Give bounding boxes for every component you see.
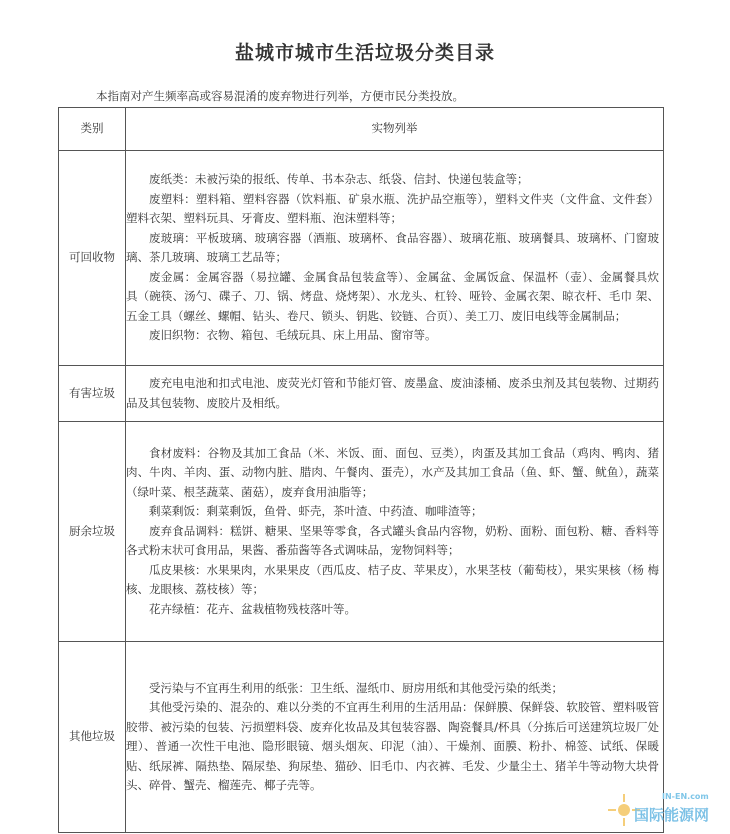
header-items: 实物列举: [126, 108, 664, 151]
table-row: [59, 151, 664, 366]
items-cell: [126, 151, 682, 366]
category-kitchen: 厨余垃圾: [59, 422, 126, 642]
item-paragraph: 废纸类：未被污染的报纸、传单、书本杂志、纸袋、信封、快递包装盒等；: [149, 172, 529, 187]
items-cell: [126, 422, 664, 642]
watermark-main: 国际能源网: [634, 806, 710, 824]
table-row: [59, 366, 664, 422]
item-paragraph: 瓜皮果核：水果果肉，水果果皮（西瓜皮、桔子皮、苹果皮），水果茎枝（葡萄枝），果实果核（杨 梅核、龙眼核、荔枝核）等；: [126, 562, 659, 597]
item-paragraph: 废玻璃：平板玻璃、玻璃容器（酒瓶、玻璃杯、食品容器）、玻璃花瓶、玻璃餐具、玻璃杯、门窗玻璃、茶几玻璃、玻璃工艺品等；: [126, 230, 659, 265]
watermark-sub: IN-EN.com: [662, 792, 709, 801]
item-paragraph: 花卉绿植：花卉、盆栽植物残枝落叶等。: [149, 601, 356, 616]
header-category: 类别: [59, 108, 126, 151]
item-paragraph: 剩菜剩饭：剩菜剩饭，鱼骨、虾壳，茶叶渣、中药渣、咖啡渣等；: [149, 504, 483, 519]
category-other: 其他垃圾: [59, 642, 126, 833]
item-paragraph: 废塑料：塑料箱、塑料容器（饮料瓶、矿泉水瓶、洗护品空瓶等），塑料文件夹（文件盒、文件套）塑料衣架、塑料玩具、牙膏皮、塑料瓶、泡沫塑料等；: [126, 191, 659, 226]
items-cell: [126, 642, 664, 833]
item-paragraph: 废充电电池和扣式电池、废荧光灯管和节能灯管、废墨盒、废油漆桶、废杀虫剂及其包装物、过期药品及其包装物、废胶片及相纸。: [126, 376, 659, 410]
page-title: 盐城市城市生活垃圾分类目录: [234, 42, 495, 64]
item-paragraph: 受污染与不宜再生利用的纸张：卫生纸、湿纸巾、厨房用纸和其他受污染的纸类；: [149, 680, 563, 695]
table-row: [59, 422, 664, 642]
category-hazardous: 有害垃圾: [59, 366, 126, 422]
item-paragraph: 废旧织物：衣物、箱包、毛绒玩具、床上用品、窗帘等。: [149, 328, 437, 343]
items-cell: [126, 366, 664, 422]
table-header-row: [59, 108, 664, 151]
category-recyclable: 可回收物: [59, 151, 126, 366]
item-paragraph: 废弃食品调料：糕饼、糖果、坚果等零食，各式罐头食品内容物，奶粉、面粉、面包粉、糖、香料等 各式粉末状可食用品，果酱、番茄酱等各式调味品，宠物饲料等；: [126, 523, 659, 558]
table-row: [59, 642, 664, 833]
item-paragraph: 废金属：金属容器（易拉罐、金属食品包装盒等）、金属盆、金属饭盒、保温杯（壶）、金属餐具炊 具（碗筷、汤勺、碟子、刀、锅、烤盘、烧烤架）、水龙头、杠铃、哑铃、金属衣架、晾衣杆、毛巾 架、五金工具（螺丝、螺帽、钻头、卷尺、锁头、钥匙、铰链、合页）、美工刀、废旧电线等金属制品；: [126, 269, 682, 323]
item-paragraph: 其他受污染的、混杂的、难以分类的不宜再生利用的生活用品：保鲜膜、保鲜袋、软胶管、塑料吸管 胶带、被污染的包装、污损塑料袋、废弃化妆品及其包装容器、陶瓷餐具/杯具（分拣后可送建筑垃圾厂处理）、普通一次性干电池、隐形眼镜、烟头烟灰、印泥（油）、干燥剂、面膜、粉扑、棉签、试纸、保暖贴、纸尿裤、隔热垫、隔尿垫、狗尿垫、猫砂、旧毛巾、内衣裤、毛发、少量尘土、猪羊牛等动物大块骨头、碎骨、蟹壳、榴莲壳、椰子壳等。: [126, 700, 659, 792]
watermark-logo: [604, 790, 722, 830]
item-paragraph: 食材废料：谷物及其加工食品（米、米饭、面、面包、豆类），肉蛋及其加工食品（鸡肉、鸭肉、猪 肉、牛肉、羊肉、蛋、动物内脏、腊肉、午餐肉、蛋壳），水产及其加工食品（鱼、虾、蟹、鱿鱼），蔬菜（绿叶菜、根茎蔬菜、菌菇），废弃食用油脂等；: [126, 445, 659, 499]
intro-text: 本指南对产生频率高或容易混淆的废弃物进行列举，方便市民分类投放。: [96, 89, 464, 103]
